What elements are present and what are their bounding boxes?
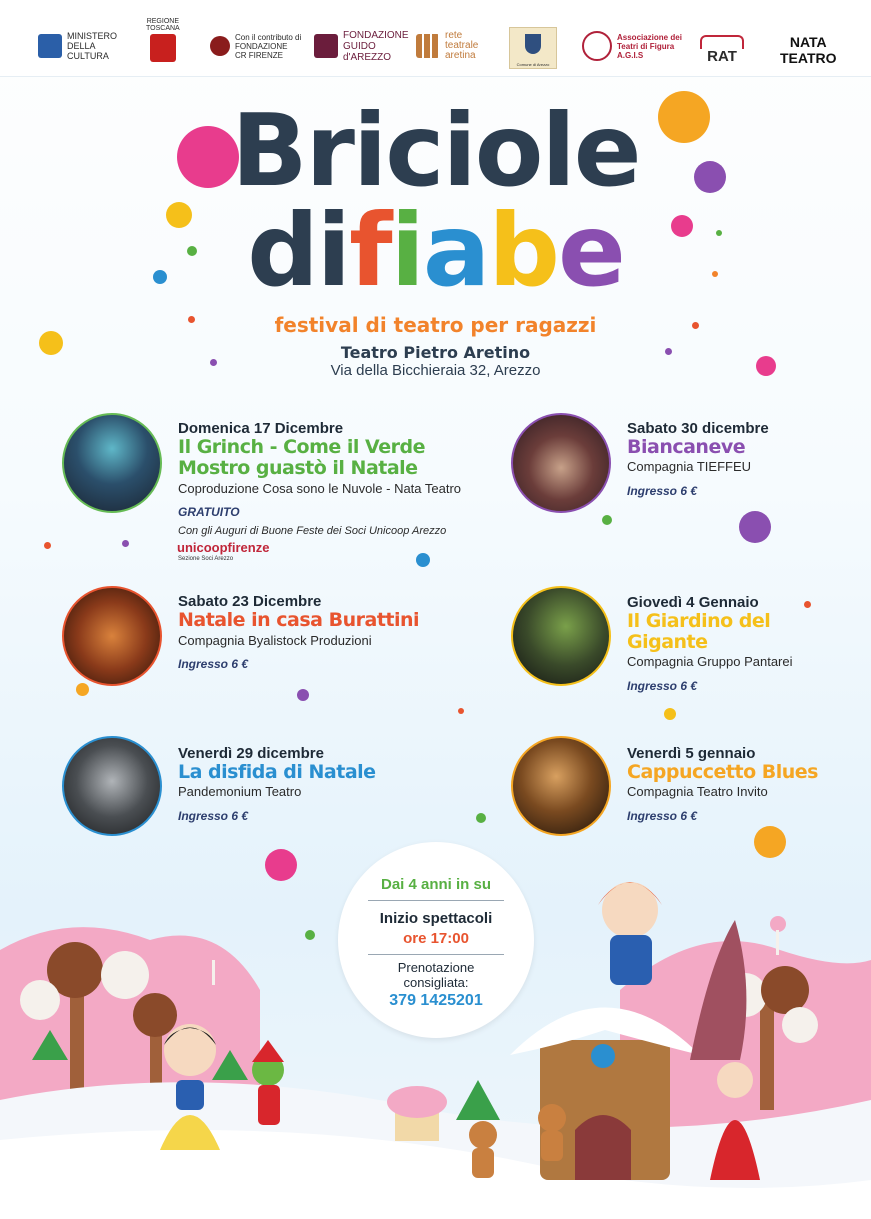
nata-teatro-logo: NATA TEATRO bbox=[780, 34, 837, 66]
event-photo-biancaneve bbox=[511, 413, 611, 513]
event-title: Il Giardino del Gigante bbox=[627, 610, 771, 653]
info-bubble bbox=[338, 842, 534, 1038]
event-title: Il Grinch - Come il Verde Mostro guastò il Natale bbox=[178, 436, 425, 479]
age-label: Dai 4 anni in su bbox=[380, 876, 492, 893]
comune-arezzo-logo: Comune di Arezzo bbox=[509, 26, 557, 70]
decor-dot bbox=[76, 683, 89, 696]
fondazione-cr-firenze-logo: Con il contributo di FONDAZIONE CR FIRENZE bbox=[210, 24, 301, 68]
event-company: Compagnia Gruppo Pantarei bbox=[627, 654, 793, 669]
festival-title-line2 bbox=[0, 192, 871, 309]
event-company: Compagnia Teatro Invito bbox=[627, 784, 768, 799]
event-company: Compagnia Byalistock Produzioni bbox=[178, 633, 372, 648]
start-time: ore 17:00 bbox=[403, 930, 469, 947]
decor-dot bbox=[416, 553, 430, 567]
atf-logo: Associazione dei Teatri di Figura A.G.I.S bbox=[582, 24, 682, 68]
event-date: Sabato 23 Dicembre bbox=[178, 593, 322, 610]
event-date: Venerdì 5 gennaio bbox=[627, 745, 756, 762]
title-letter: i bbox=[390, 192, 423, 309]
decor-dot bbox=[739, 511, 771, 543]
divider bbox=[368, 900, 504, 901]
rat-logo: RAT bbox=[700, 28, 744, 72]
ministero-cultura-logo: MINISTERO DELLA CULTURA bbox=[38, 24, 117, 68]
sponsor-bar bbox=[0, 0, 871, 77]
booking-phone[interactable]: 379 1425201 bbox=[389, 992, 483, 1009]
event-photo-giardino bbox=[511, 586, 611, 686]
decor-dot bbox=[122, 540, 129, 547]
decor-dot bbox=[754, 826, 786, 858]
decor-dot bbox=[664, 708, 676, 720]
booking-label: Prenotazione consigliata: bbox=[397, 960, 475, 990]
title-word: di bbox=[247, 192, 350, 309]
event-date: Domenica 17 Dicembre bbox=[178, 420, 344, 437]
festival-subtitle: festival di teatro per ragazzi bbox=[274, 313, 597, 337]
event-photo-cappuccetto bbox=[511, 736, 611, 836]
venue-name: Teatro Pietro Aretino bbox=[340, 343, 531, 362]
title-letter: f bbox=[349, 192, 391, 309]
title-letter: e bbox=[557, 192, 624, 309]
title-letter: a bbox=[422, 192, 489, 309]
unicoop-logo: unicoopfirenze bbox=[177, 540, 270, 555]
regione-toscana-logo: REGIONE TOSCANA bbox=[146, 18, 180, 62]
event-company: Pandemonium Teatro bbox=[178, 784, 302, 799]
festival-title-line1: Briciole bbox=[231, 92, 640, 209]
decor-dot bbox=[602, 515, 612, 525]
venue-address: Via della Bicchieraia 32, Arezzo bbox=[330, 362, 541, 379]
event-date: Venerdì 29 dicembre bbox=[178, 745, 324, 762]
decor-dot bbox=[458, 708, 464, 714]
fondazione-guido-arezzo-logo: FONDAZIONE GUIDO d'AREZZO bbox=[314, 24, 409, 68]
event-title: Natale in casa Burattini bbox=[178, 609, 420, 631]
divider bbox=[368, 954, 504, 955]
decor-dot bbox=[804, 601, 811, 608]
event-date: Sabato 30 dicembre bbox=[627, 420, 769, 437]
event-company: Compagnia TIEFFEU bbox=[627, 459, 752, 474]
decor-dot bbox=[476, 813, 486, 823]
event-price: Ingresso 6 € bbox=[627, 484, 698, 498]
event-note: Con gli Auguri di Buone Feste dei Soci Unicoop Arezzo bbox=[178, 525, 447, 537]
event-photo-disfida bbox=[62, 736, 162, 836]
event-price: Ingresso 6 € bbox=[627, 679, 698, 693]
event-title: Biancaneve bbox=[627, 436, 746, 458]
event-title: La disfida di Natale bbox=[178, 761, 376, 783]
rete-teatrale-aretina-logo: rete teatrale aretina bbox=[416, 24, 478, 68]
event-company: Coproduzione Cosa sono le Nuvole - Nata Teatro bbox=[178, 481, 462, 496]
event-date: Giovedì 4 Gennaio bbox=[627, 594, 759, 611]
title-letter: b bbox=[488, 192, 558, 309]
event-photo-burattini bbox=[62, 586, 162, 686]
event-price: Ingresso 6 € bbox=[178, 809, 249, 823]
decor-dot bbox=[265, 849, 297, 881]
decor-dot bbox=[297, 689, 309, 701]
event-price: Ingresso 6 € bbox=[178, 657, 249, 671]
event-price: Ingresso 6 € bbox=[627, 809, 698, 823]
start-label: Inizio spettacoli bbox=[379, 910, 493, 927]
event-title: Cappuccetto Blues bbox=[627, 761, 818, 783]
event-price: GRATUITO bbox=[178, 505, 240, 519]
event-photo-grinch bbox=[62, 413, 162, 513]
decor-dot bbox=[44, 542, 51, 549]
unicoop-logo-sub: Sezione Soci Arezzo bbox=[178, 556, 234, 562]
